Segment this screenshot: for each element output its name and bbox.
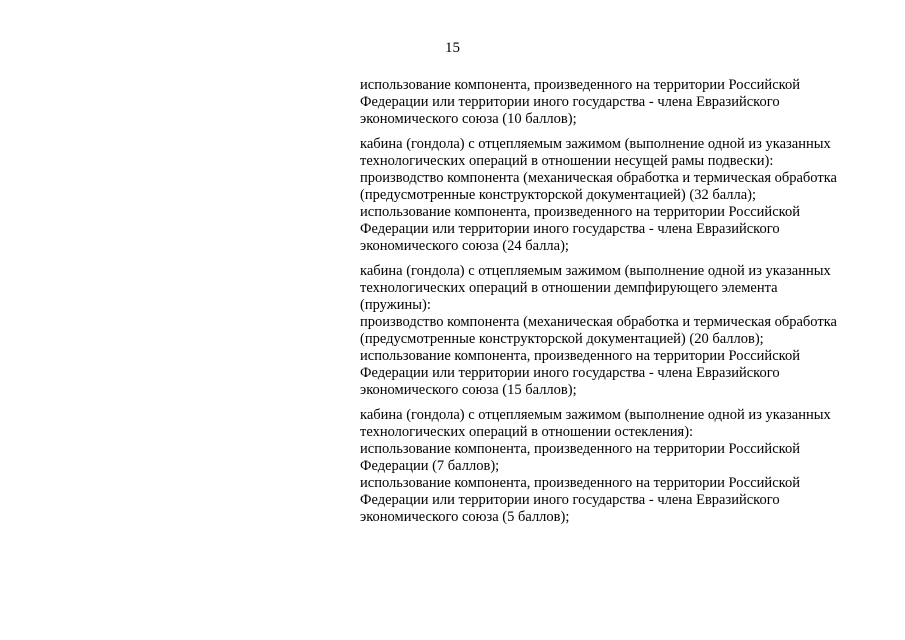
text-line: экономического союза (10 баллов); [360,111,577,127]
text-line: использование компонента, произведенного на территории Российской [360,441,800,457]
text-line: Федерации или территории иного государства - члена Евразийского [360,492,780,508]
text-line: (предусмотренные конструкторской документацией) (20 баллов); [360,331,764,347]
text-line: использование компонента, произведенного на территории Российской [360,77,800,93]
text-line: кабина (гондола) с отцепляемым зажимом (выполнение одной из указанных [360,263,831,279]
text-line: использование компонента, произведенного на территории Российской [360,475,800,491]
text-line: кабина (гондола) с отцепляемым зажимом (выполнение одной из указанных [360,136,831,152]
text-line: экономического союза (15 баллов); [360,382,577,398]
text-line: использование компонента, произведенного на территории Российской [360,204,800,220]
paragraph [360,407,880,526]
text-line: Федерации или территории иного государства - члена Евразийского [360,365,780,381]
text-line: экономического союза (5 баллов); [360,509,570,525]
text-line: (предусмотренные конструкторской документацией) (32 балла); [360,187,757,203]
page-number: 15 [445,40,460,56]
text-line: Федерации или территории иного государства - члена Евразийского [360,94,780,110]
paragraph [360,136,880,255]
text-line: производство компонента (механическая обработка и термическая обработка [360,314,837,330]
text-line: Федерации (7 баллов); [360,458,500,474]
text-line: кабина (гондола) с отцепляемым зажимом (выполнение одной из указанных [360,407,831,423]
text-line: использование компонента, произведенного на территории Российской [360,348,800,364]
text-line: технологических операций в отношении демпфирующего элемента [360,280,778,296]
text-line: технологических операций в отношении несущей рамы подвески): [360,153,774,169]
paragraph [360,77,880,128]
text-line: экономического союза (24 балла); [360,238,569,254]
text-line: (пружины): [360,297,431,313]
text-line: производство компонента (механическая обработка и термическая обработка [360,170,837,186]
text-line: Федерации или территории иного государства - члена Евразийского [360,221,780,237]
document-body [360,77,880,534]
text-line: технологических операций в отношении остекления): [360,424,694,440]
paragraph [360,263,880,399]
